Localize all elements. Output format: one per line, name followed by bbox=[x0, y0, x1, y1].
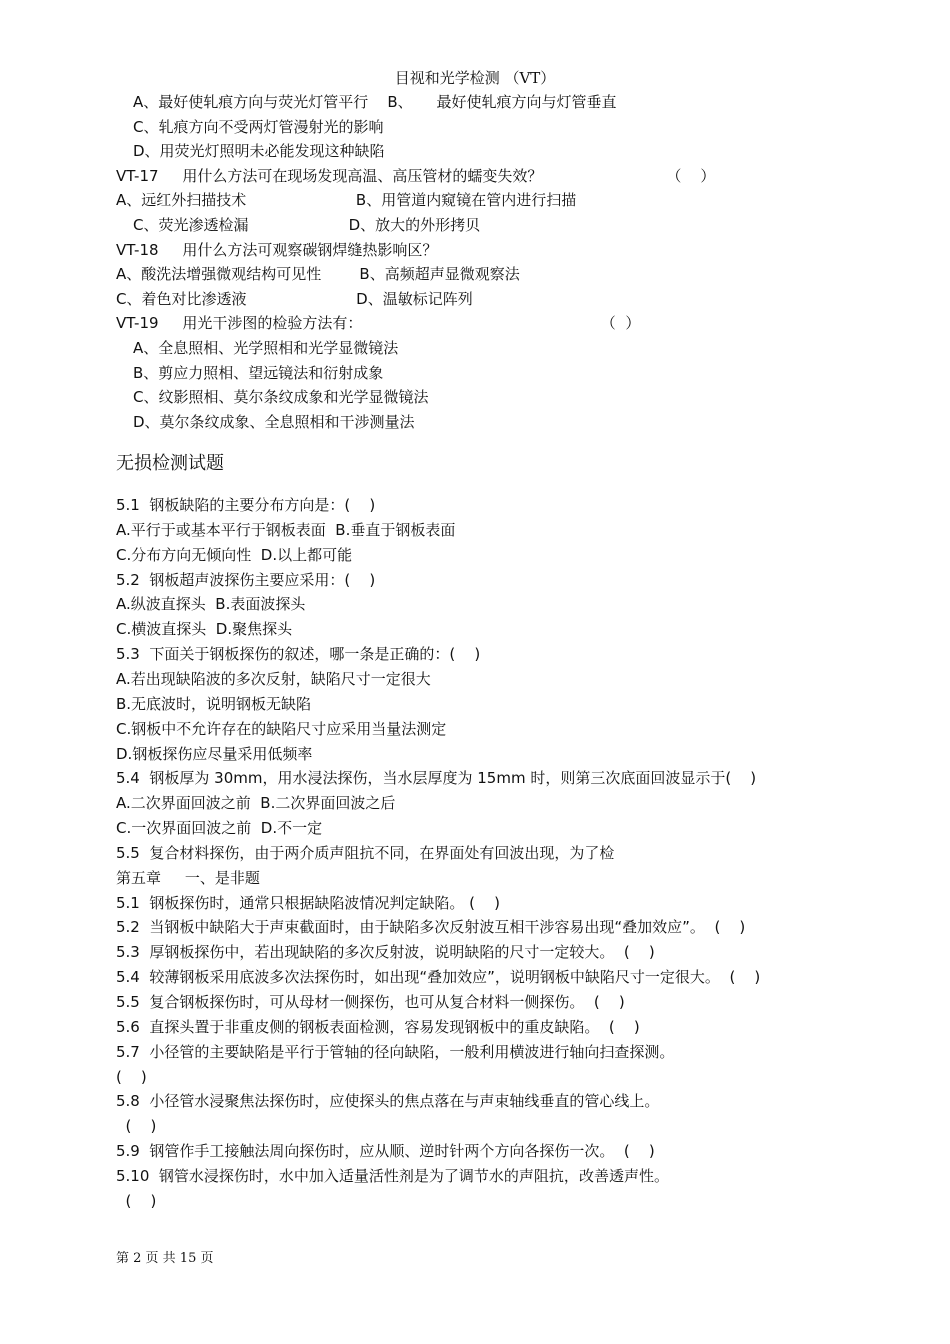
text-line: 5.5 复合材料探伤，由于两介质声阻抗不同，在界面处有回波出现，为了检 bbox=[116, 843, 615, 862]
text-line: 5.3 下面关于钢板探伤的叙述，哪一条是正确的：( ) bbox=[116, 645, 481, 664]
text-line: VT-17 用什么方法可在现场发现高温、高压管材的蠕变失效？ （ ） bbox=[116, 166, 716, 185]
text-line: A、酸洗法增强微观结构可见性 B、高频超声显微观察法 bbox=[116, 265, 520, 284]
text-line: C、荧光渗透检漏 D、放大的外形拷贝 bbox=[133, 216, 481, 234]
text-line: 5.10 钢管水浸探伤时，水中加入适量活性剂是为了调节水的声阻抗，改善透声性。 bbox=[116, 1166, 669, 1185]
text-line: A.若出现缺陷波的多次反射，缺陷尺寸一定很大 bbox=[116, 669, 431, 688]
text-line: A.纵波直探头 B.表面波探头 bbox=[116, 595, 306, 614]
text-line: 5.5 复合钢板探伤时，可从母材一侧探伤，也可从复合材料一侧探伤。 ( ) bbox=[116, 993, 625, 1011]
text-line: VT-18 用什么方法可观察碳钢焊缝热影响区？ bbox=[116, 240, 438, 259]
text-line: 5.2 钢板超声波探伤主要应采用：( ) bbox=[116, 570, 376, 589]
text-line: ( ) bbox=[116, 1117, 157, 1136]
text-line: C、纹影照相、莫尔条纹成象和光学显微镜法 bbox=[133, 388, 429, 407]
text-line: ( ) bbox=[116, 1191, 157, 1210]
text-line: A、远红外扫描技术 B、用管道内窥镜在管内进行扫描 bbox=[116, 191, 577, 210]
text-line: A、全息照相、光学照相和光学显微镜法 bbox=[133, 339, 399, 357]
text-line: ( ) bbox=[116, 1067, 147, 1086]
text-line: B.无底波时，说明钢板无缺陷 bbox=[116, 694, 312, 713]
text-line: 5.8 小径管水浸聚焦法探伤时，应使探头的焦点落在与声束轴线垂直的管心线上。 bbox=[116, 1092, 660, 1111]
section-title: 无损检测试题 bbox=[116, 453, 224, 474]
text-line: A、最好使轧痕方向与荧光灯管平行 B、 最好使轧痕方向与灯管垂直 bbox=[133, 93, 617, 111]
text-line: C.钢板中不允许存在的缺陷尺寸应采用当量法测定 bbox=[116, 719, 447, 738]
text-line: 第五章 一、是非题 bbox=[116, 868, 260, 887]
text-line: 5.1 钢板探伤时，通常只根据缺陷波情况判定缺陷。 ( ) bbox=[116, 893, 500, 912]
text-line: 5.4 钢板厚为 30mm，用水浸法探伤，当水层厚度为 15mm 时，则第三次底面回波显示于( ) bbox=[116, 769, 757, 788]
text-line: D、莫尔条纹成象、全息照相和干涉测量法 bbox=[133, 412, 415, 431]
text-line: D、用荧光灯照明未必能发现这种缺陷 bbox=[133, 142, 385, 161]
text-line: 5.9 钢管作手工接触法周向探伤时，应从顺、逆时针两个方向各探伤一次。 ( ) bbox=[116, 1142, 655, 1161]
text-line: 5.6 直探头置于非重皮侧的钢板表面检测，容易发现钢板中的重皮缺陷。 ( ) bbox=[116, 1017, 640, 1036]
text-line: 5.1 钢板缺陷的主要分布方向是：( ) bbox=[116, 496, 376, 514]
text-line: A.二次界面回波之前 B.二次界面回波之后 bbox=[116, 794, 396, 813]
text-line: 5.4 较薄钢板采用底波多次法探伤时，如出现“叠加效应”，说明钢板中缺陷尺寸一定很大。 ( ) bbox=[116, 968, 761, 987]
text-line: C、着色对比渗透液 D、温敏标记阵列 bbox=[116, 289, 473, 308]
page-footer: 第 2 页 共 15 页 bbox=[116, 1251, 214, 1266]
text-line: C.分布方向无倾向性 D.以上都可能 bbox=[116, 545, 353, 564]
text-line: C.横波直探头 D.聚焦探头 bbox=[116, 620, 293, 639]
text-line: A.平行于或基本平行于钢板表面 B.垂直于钢板表面 bbox=[116, 520, 456, 539]
text-line: B、剪应力照相、望远镜法和衍射成象 bbox=[133, 363, 384, 382]
text-line: 5.3 厚钢板探伤中，若出现缺陷的多次反射波，说明缺陷的尺寸一定较大。 ( ) bbox=[116, 943, 655, 962]
text-line: VT-19 用光干涉图的检验方法有： （ ） bbox=[116, 314, 641, 333]
text-line: C、轧痕方向不受两灯管漫射光的影响 bbox=[133, 117, 384, 136]
text-line: 5.2 当钢板中缺陷大于声束截面时，由于缺陷多次反射波互相干涉容易出现“叠加效应”。 ( ) bbox=[116, 918, 746, 937]
page-header: 目视和光学检测 （VT） bbox=[394, 69, 556, 87]
text-line: D.钢板探伤应尽量采用低频率 bbox=[116, 744, 313, 763]
text-line: 5.7 小径管的主要缺陷是平行于管轴的径向缺陷，一般利用横波进行轴向扫查探测。 bbox=[116, 1042, 675, 1061]
text-line: C.一次界面回波之前 D.不一定 bbox=[116, 819, 323, 838]
